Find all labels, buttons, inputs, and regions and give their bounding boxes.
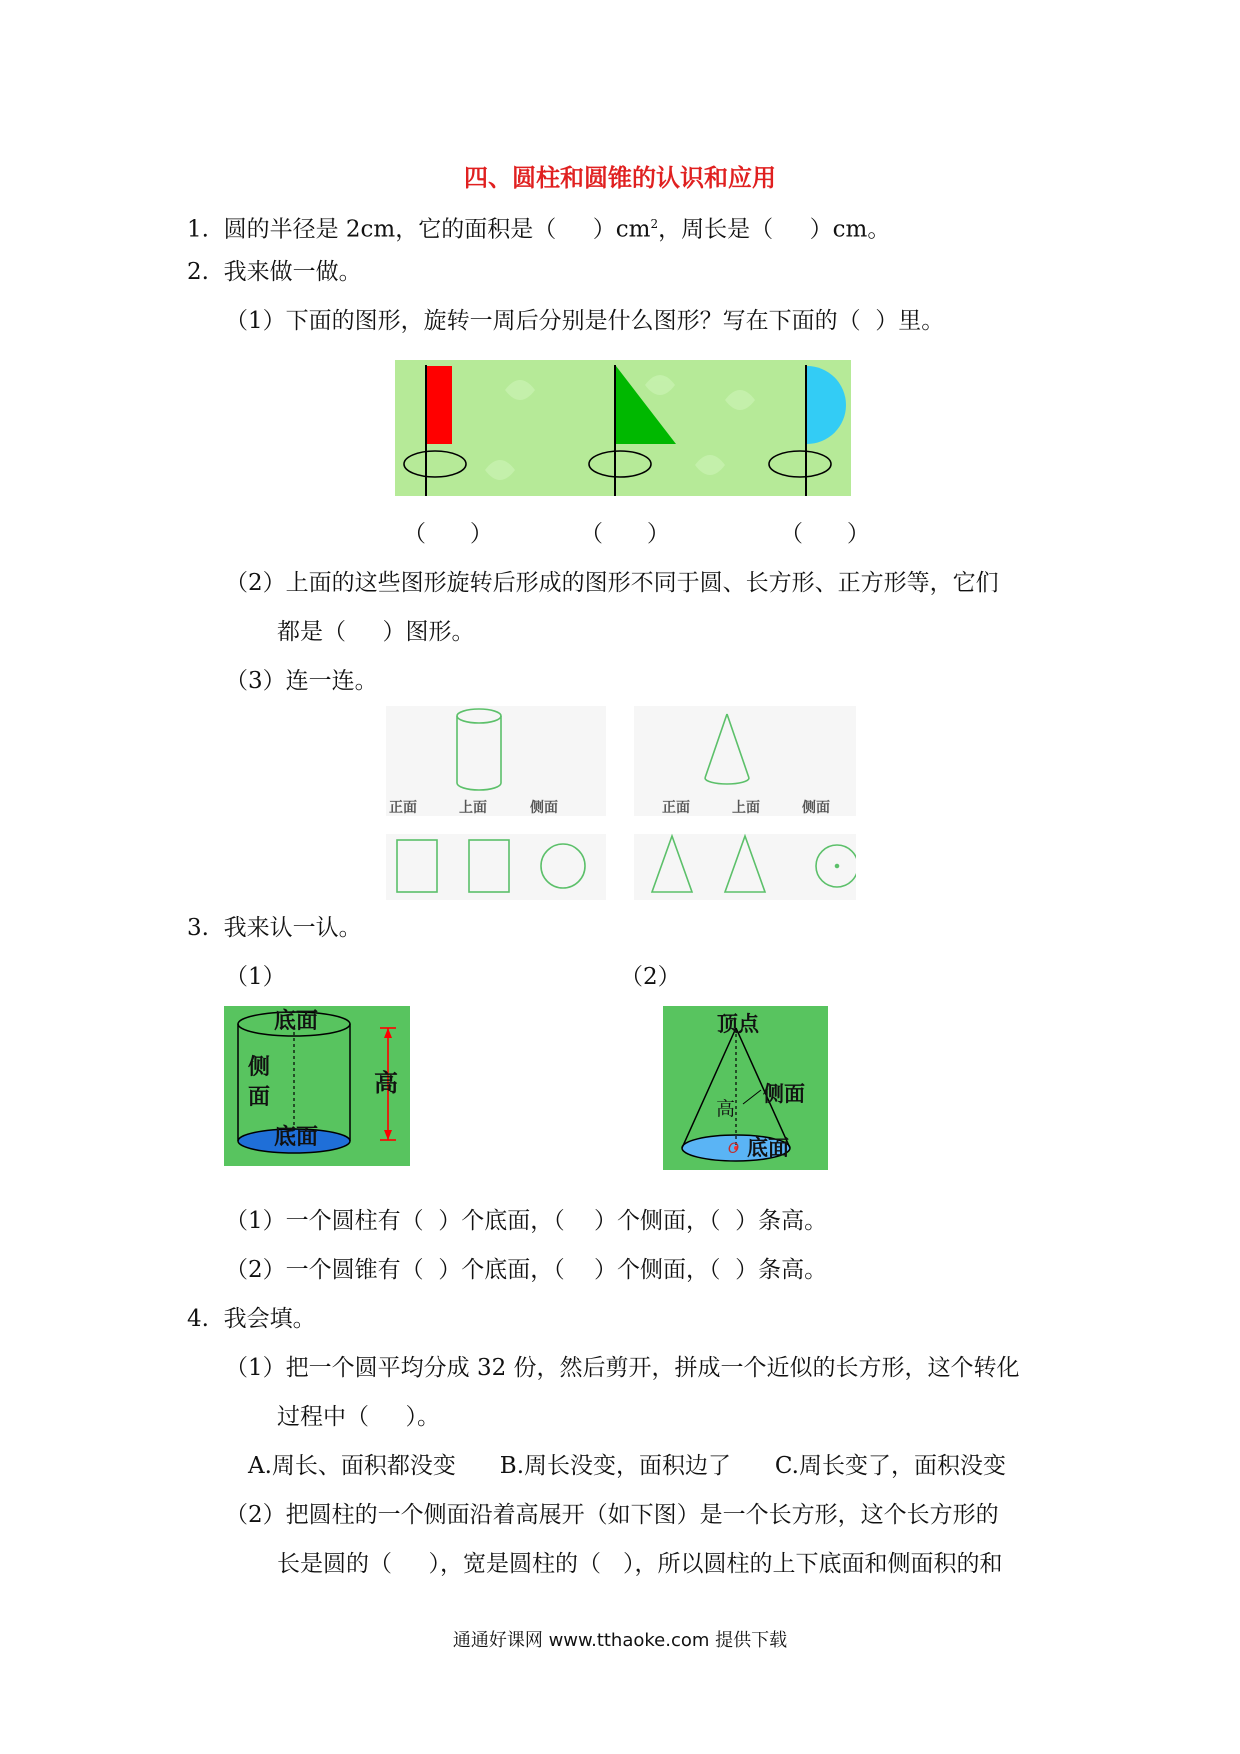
cone-view-side: 侧面 <box>802 800 830 816</box>
cone-label-height: 高 <box>716 1098 736 1120</box>
cylinder-views-figure <box>386 706 606 900</box>
cylinder-label-side: 侧面 <box>248 1055 271 1110</box>
question-2-part-2-line-1: （2）上面的这些图形旋转后形成的图形不同于圆、长方形、正方形等，它们 <box>225 570 999 596</box>
answer-blank-3: （ ） <box>780 521 870 547</box>
cylinder-label-top-base: 底面 <box>274 1009 319 1034</box>
cylinder-figure <box>224 1006 410 1166</box>
cylinder-view-top: 上面 <box>459 800 487 816</box>
question-4-part-1-line-1: （1）把一个圆平均分成 32 份，然后剪开，拼成一个近似的长方形，这个转化 <box>225 1355 1020 1381</box>
question-3-sub-1: （1） <box>225 964 286 990</box>
answer-blank-1: （ ） <box>403 521 493 547</box>
answer-blank-2: （ ） <box>580 521 670 547</box>
question-3-heading: 3. 我来认一认。 <box>187 915 362 941</box>
cone-figure <box>663 1006 828 1170</box>
cone-view-front: 正面 <box>662 800 690 816</box>
cone-label-center: O <box>728 1141 740 1157</box>
question-2-part-3: （3）连一连。 <box>225 668 378 694</box>
q1-text-b: ，周长是（ ）cm。 <box>658 216 891 243</box>
q1-text-a: 1. 圆的半径是 2cm，它的面积是（ ）cm <box>187 216 651 243</box>
page-title: 四、圆柱和圆锥的认识和应用 <box>464 163 776 192</box>
question-4-heading: 4. 我会填。 <box>187 1306 316 1332</box>
cylinder-view-side: 侧面 <box>530 800 558 816</box>
cylinder-view-front: 正面 <box>389 800 417 816</box>
cylinder-label-bottom-base: 底面 <box>274 1125 319 1150</box>
question-3-sub-2: （2） <box>620 964 681 990</box>
question-2-heading: 2. 我来做一做。 <box>187 259 362 285</box>
cone-label-bottom-base: 底面 <box>747 1136 789 1160</box>
question-4-part-2-line-1: （2）把圆柱的一个侧面沿着高展开（如下图）是一个长方形，这个长方形的 <box>225 1502 999 1528</box>
cone-label-side: 侧面 <box>763 1082 805 1106</box>
question-2-part-2-line-2: 都是（ ）图形。 <box>277 619 475 645</box>
red-rectangle <box>427 366 452 444</box>
question-4-part-2-line-2: 长是圆的（ ），宽是圆柱的（ ），所以圆柱的上下底面和侧面积的和 <box>277 1551 1003 1577</box>
rotation-shapes-figure <box>395 360 851 496</box>
question-3-line-2: （2）一个圆锥有（ ）个底面，（ ）个侧面，（ ）条高。 <box>225 1257 828 1283</box>
question-3-line-1: （1）一个圆柱有（ ）个底面，（ ）个侧面，（ ）条高。 <box>225 1208 828 1234</box>
cylinder-label-height: 高 <box>374 1069 398 1097</box>
q1-superscript: 2 <box>650 217 659 231</box>
question-2-part-1: （1）下面的图形，旋转一周后分别是什么图形？写在下面的（ ）里。 <box>225 308 945 334</box>
question-4-options: A.周长、面积都没变 B.周长没变，面积边了 C.周长变了，面积没变 <box>248 1453 1006 1479</box>
footer-credit: 通通好课网 www.tthaoke.com 提供下载 <box>452 1630 788 1651</box>
question-4-part-1-line-2: 过程中（ ）。 <box>277 1404 441 1430</box>
cone-view-top: 上面 <box>732 800 760 816</box>
question-1 <box>187 209 890 245</box>
cone-label-apex: 顶点 <box>717 1012 759 1036</box>
